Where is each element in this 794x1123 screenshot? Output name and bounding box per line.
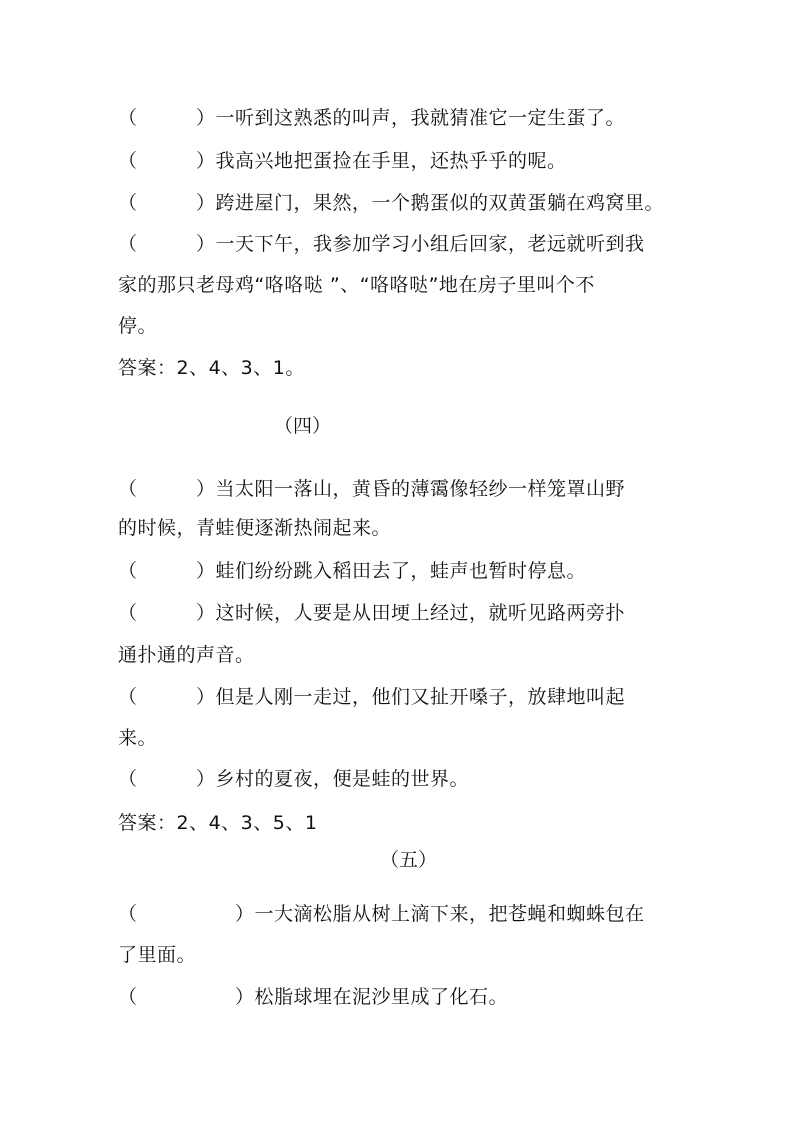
ordering-item-3: （ ）跨进屋门，果然，一个鹅蛋似的双黄蛋躺在鸡窝里。 bbox=[118, 192, 665, 214]
ordering-item-3-cont: 通扑通的声音。 bbox=[118, 644, 255, 666]
ordering-item-1: （ ）当太阳一落山，黄昏的薄霭像轻纱一样笼罩山野 bbox=[118, 478, 626, 500]
ordering-item-2: （ ）松脂球埋在泥沙里成了化石。 bbox=[118, 986, 509, 1008]
ordering-item-4: （ ）但是人刚一走过，他们又扯开嗓子，放肆地叫起 bbox=[118, 686, 626, 708]
ordering-item-5: （ ）乡村的夏夜，便是蛙的世界。 bbox=[118, 768, 470, 790]
ordering-item-4-cont: 来。 bbox=[118, 727, 158, 749]
ordering-item-2: （ ）蛙们纷纷跳入稻田去了，蛙声也暂时停息。 bbox=[118, 560, 587, 582]
ordering-item-4: （ ）一天下午，我参加学习小组后回家，老远就听到我 bbox=[118, 233, 645, 255]
ordering-item-1-cont: 了里面。 bbox=[118, 944, 197, 966]
ordering-item-3: （ ）这时候，人要是从田埂上经过，就听见路两旁扑 bbox=[118, 602, 626, 624]
ordering-item-1: （ ）一大滴松脂从树上滴下来，把苍蝇和蜘蛛包在 bbox=[118, 903, 645, 925]
section-heading-five: （五） bbox=[380, 849, 438, 871]
ordering-item-1-cont: 的时候，青蛙便逐渐热闹起来。 bbox=[118, 517, 392, 539]
ordering-item-4-cont-1: 家的那只老母鸡“咯咯哒 ”、“咯咯哒”地在房子里叫个不 bbox=[118, 274, 595, 296]
answer-line: 答案：2、4、3、1。 bbox=[118, 357, 305, 379]
section-heading-four: （四） bbox=[274, 415, 332, 437]
ordering-item-2: （ ）我高兴地把蛋捡在手里，还热乎乎的呢。 bbox=[118, 150, 567, 172]
ordering-item-1: （ ）一听到这熟悉的叫声，我就猜准它一定生蛋了。 bbox=[118, 107, 626, 129]
answer-line: 答案：2、4、3、5、1 bbox=[118, 812, 318, 834]
ordering-item-4-cont-2: 停。 bbox=[118, 315, 158, 337]
